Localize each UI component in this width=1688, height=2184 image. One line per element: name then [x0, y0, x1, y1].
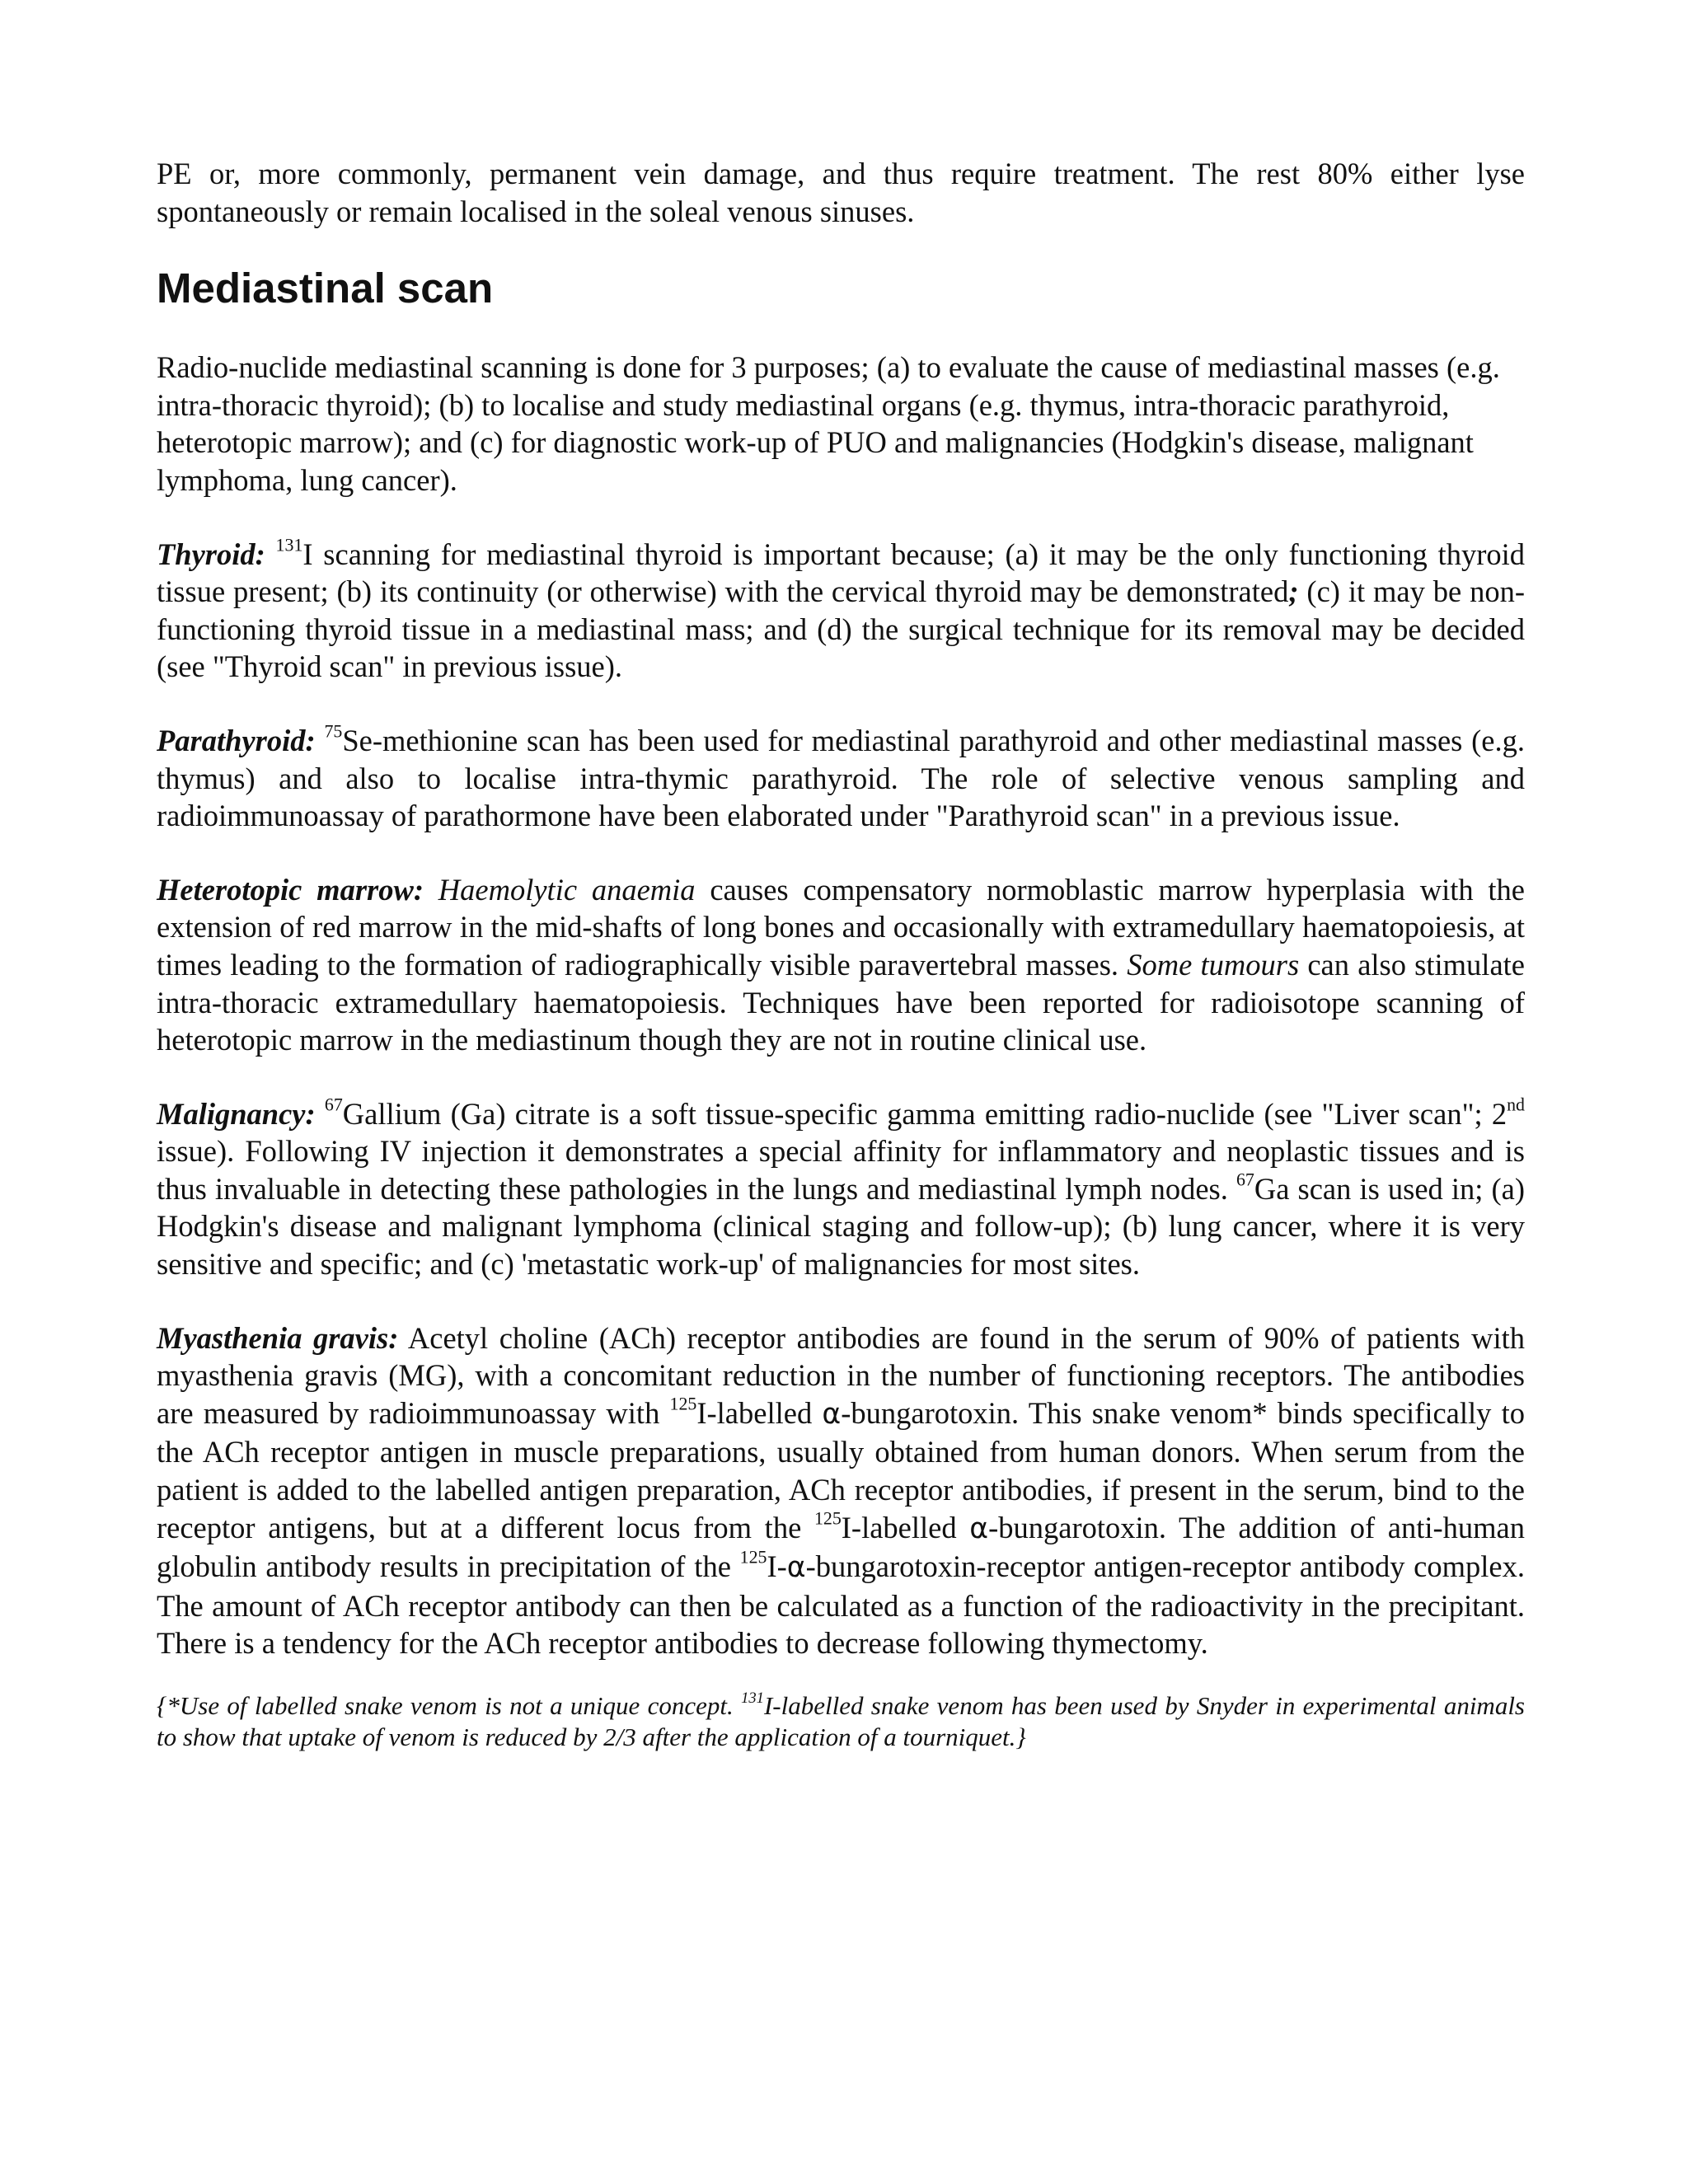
thyroid-text: I scanning for mediastinal thyroid is important because; (a) it may be the only functioning thyroid tissue present; (b) its continuity (or otherwise) with the cervical thyroid may be demonstrated — [157, 537, 1525, 609]
heterotopic-marrow-paragraph — [157, 871, 1525, 1059]
alpha-symbol: α — [822, 1397, 842, 1431]
malignancy-text: Gallium (Ga) citrate is a soft tissue-specific gamma emitting radio-nuclide (see "Liver scan"; 2 — [342, 1096, 1507, 1131]
isotope-superscript: 131 — [275, 534, 303, 555]
isotope-superscript: 75 — [324, 720, 343, 742]
footnote-text-2: I-labelled snake venom has been used by Snyder in experimental animals to show that uptake of venom is reduced by 2/3 after the application of a tourniquet.} — [157, 1691, 1525, 1751]
ordinal-superscript: nd — [1507, 1094, 1525, 1115]
malignancy-text-3: Ga scan is used in; (a) Hodgkin's disease and malignant lymphoma (clinical staging and follow-up); (b) lung cancer, where it is very sensitive and specific; and (c) 'metastatic work-up' of malignancies for most sites. — [157, 1171, 1525, 1282]
myasthenia-lead: Myasthenia gravis: — [157, 1320, 399, 1355]
thyroid-paragraph — [157, 536, 1525, 686]
parathyroid-text: Se-methionine scan has been used for mediastinal parathyroid and other mediastinal masses (e.g. thymus) and also to localise intra-thymic parathyroid. The role of selective venous sampling and radioimmunoassay of parathormone have been elaborated under "Parathyroid scan" in a previous issue. — [157, 723, 1526, 833]
isotope-superscript: 67 — [324, 1094, 343, 1115]
malignancy-lead: Malignancy: — [157, 1096, 316, 1131]
myasthenia-text-6: I- — [767, 1549, 787, 1584]
marrow-text-2: can also stimulate intra-thoracic extramedullary haematopoiesis. Techniques have been reported for radioisotope scanning of heterotopic marrow in the mediastinum though they are not in routine clinical use. — [157, 947, 1525, 1057]
alpha-symbol: α — [969, 1511, 989, 1545]
isotope-superscript: 131 — [741, 1690, 764, 1708]
document-page — [157, 155, 1525, 1753]
isotope-superscript: 125 — [669, 1393, 697, 1414]
myasthenia-text: Acetyl choline (ACh) receptor antibodies are found in the serum of 90% of patients with myasthenia gravis (MG), with a concomitant reduction in the number of functioning receptors. The antibodies are measured by radioimmunoassay with — [157, 1320, 1525, 1430]
marrow-italic-term-2: Some tumours — [1127, 947, 1300, 982]
isotope-superscript: 67 — [1236, 1169, 1254, 1190]
marrow-text: causes compensatory normoblastic marrow hyperplasia with the extension of red marrow in the mid-shafts of long bones and occasionally with extramedullary haematopoiesis, at times leading to the formation of radiographically visible paravertebral masses. — [157, 872, 1526, 982]
section-heading: Mediastinal scan — [157, 265, 494, 312]
malignancy-text-2: issue). Following IV injection it demonstrates a special affinity for inflammatory and neoplastic tissues and is thus invaluable in detecting these pathologies in the lungs and mediastinal lymph nodes. — [157, 1134, 1525, 1206]
myasthenia-text-5: -bungarotoxin. The addition of anti-human globulin antibody results in precipitation of the — [157, 1510, 1525, 1584]
isotope-superscript: 125 — [814, 1507, 842, 1529]
footnote-text: {*Use of labelled snake venom is not a unique concept. — [157, 1691, 742, 1720]
thyroid-lead: Thyroid: — [157, 537, 265, 571]
myasthenia-paragraph — [157, 1319, 1525, 1662]
intro-paragraph: PE or, more commonly, permanent vein damage, and thus require treatment. The rest 80% either lyse spontaneously or remain localised in the soleal venous sinuses. — [157, 157, 1525, 228]
section-intro-paragraph: Radio-nuclide mediastinal scanning is done for 3 purposes; (a) to evaluate the cause of mediastinal masses (e.g. intra-thoracic thyroid); (b) to localise and study mediastinal organs (e.g. thymus, intra-thoracic parathyroid, heterotopic marrow); and (c) for diagnostic work-up of PUO and malignancies (Hodgkin's disease, malignant lymphoma, lung cancer). — [157, 350, 1500, 497]
isotope-superscript: 125 — [739, 1546, 767, 1568]
thyroid-text-2: (c) it may be non-functioning thyroid tissue in a mediastinal mass; and (d) the surgical technique for its removal may be decided (see "Thyroid scan" in previous issue). — [157, 574, 1525, 684]
myasthenia-text-2: I-labelled — [696, 1395, 823, 1430]
marrow-lead: Heterotopic marrow: — [157, 872, 424, 907]
footnote — [157, 1690, 1525, 1753]
myasthenia-text-7: -bungarotoxin-receptor antigen-receptor antibody complex. The amount of ACh receptor antibody can then be calculated as a function of the radioactivity in the precipitant. There is a tendency for the ACh receptor antibodies to decrease following thymectomy. — [157, 1549, 1525, 1661]
parathyroid-paragraph — [157, 722, 1525, 835]
marrow-italic-term: Haemolytic anaemia — [438, 872, 696, 907]
myasthenia-text-4: I-labelled — [841, 1510, 970, 1544]
parathyroid-lead: Parathyroid: — [157, 723, 316, 757]
malignancy-paragraph — [157, 1095, 1525, 1283]
thyroid-semicolon: ; — [1288, 574, 1299, 609]
myasthenia-text-3: -bungarotoxin. This snake venom* binds specifically to the ACh receptor antigen in muscle preparations, usually obtained from human donors. When serum from the patient is added to the labelled antigen preparation, ACh receptor antibodies, if present in the serum, bind to the receptor antigens, but at a different locus from the — [157, 1395, 1525, 1544]
alpha-symbol: α — [786, 1551, 806, 1585]
